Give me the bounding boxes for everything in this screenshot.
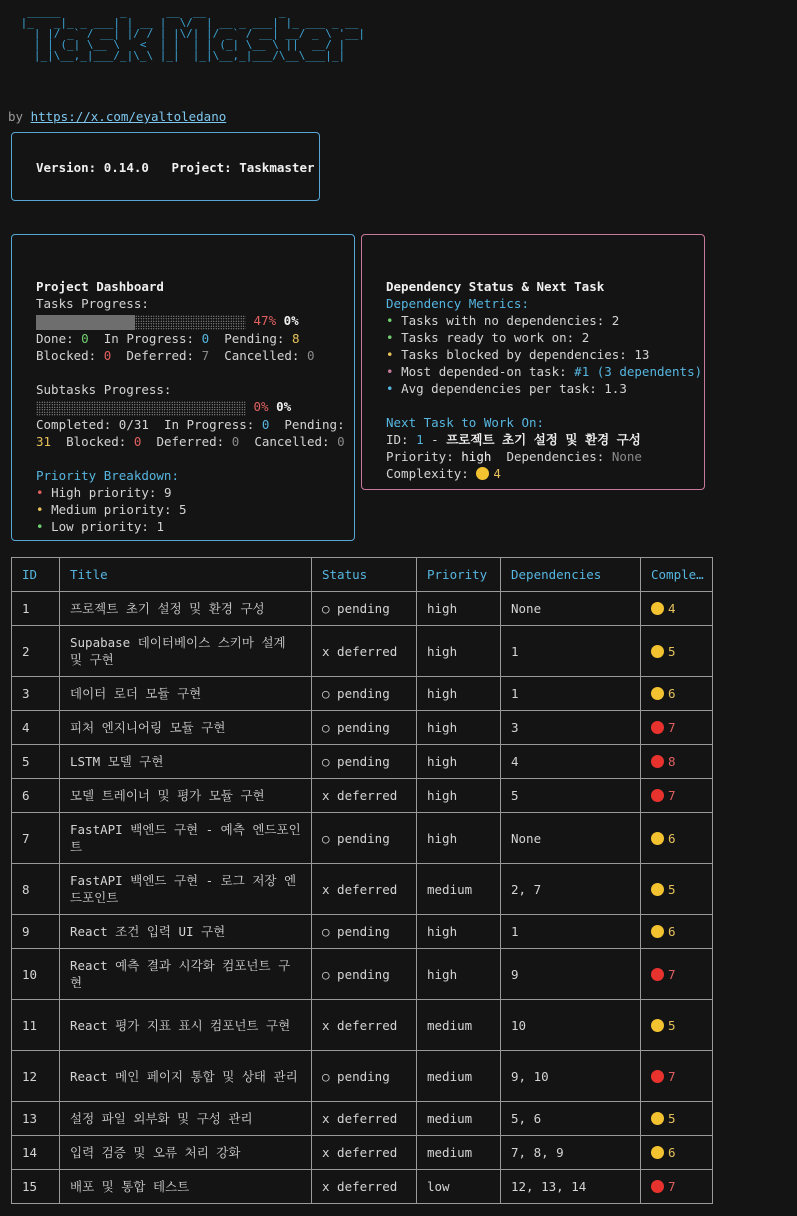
complexity-dot-icon <box>651 721 664 734</box>
cell-id: 8 <box>12 864 60 915</box>
cell-title: FastAPI 백엔드 구현 - 예측 엔드포인트 <box>60 813 312 864</box>
cell-id: 3 <box>12 677 60 711</box>
cell-priority: low <box>417 1170 501 1204</box>
next-task-title: 프로젝트 초기 설정 및 환경 구성 <box>446 432 641 447</box>
taskmaster-ascii-logo: _____ _ __ __ _ |_ _|_ _ ___| | __ | \/ | __ _ ___| |_ ___ _ __ | |/ _` / __| |/ / | |\/| |/ _` / __| __/ _ \ '__| | | (_| \__ \ < | | | | (_| \__ \ || __/ | |_|\__,_|___/_|\_\ |_| |_|\__,_|___/\__\___|_| <box>20 5 365 62</box>
cell-status: ○ pending <box>312 813 417 864</box>
header-id: ID <box>12 558 60 592</box>
complexity-value: 7 <box>668 966 676 982</box>
table-row[interactable] <box>12 1170 713 1204</box>
table-row[interactable] <box>12 779 713 813</box>
cell-dependencies: 4 <box>501 745 641 779</box>
table-row[interactable] <box>12 711 713 745</box>
cell-title: 배포 및 통합 테스트 <box>60 1170 312 1204</box>
complexity-value: 8 <box>668 754 676 769</box>
table-row[interactable] <box>12 949 713 1000</box>
cell-id: 15 <box>12 1170 60 1204</box>
complexity-value: 5 <box>668 881 676 897</box>
cell-complexity <box>641 677 713 711</box>
table-row[interactable] <box>12 677 713 711</box>
complexity-value: 7 <box>668 788 676 803</box>
table-row[interactable] <box>12 745 713 779</box>
cell-priority: high <box>417 745 501 779</box>
cell-priority: high <box>417 915 501 949</box>
cell-priority: high <box>417 592 501 626</box>
cell-title: LSTM 모델 구현 <box>60 745 312 779</box>
cell-id: 6 <box>12 779 60 813</box>
cell-complexity <box>641 745 713 779</box>
complexity-value: 5 <box>668 1017 676 1033</box>
cell-id: 11 <box>12 1000 60 1051</box>
cell-dependencies: None <box>501 592 641 626</box>
dependency-title: Dependency Status & Next Task <box>386 279 605 294</box>
complexity-dot-icon <box>651 789 664 802</box>
cell-priority: high <box>417 949 501 1000</box>
cell-title: React 평가 지표 표시 컴포넌트 구현 <box>60 1000 312 1051</box>
cell-id: 10 <box>12 949 60 1000</box>
cell-title: Supabase 데이터베이스 스키마 설계 및 구현 <box>60 626 312 677</box>
task-table <box>11 557 713 1204</box>
complexity-value: 7 <box>668 1068 676 1084</box>
cell-status: ○ pending <box>312 592 417 626</box>
table-header-row <box>12 558 713 592</box>
complexity-dot-icon <box>651 1180 664 1193</box>
table-row[interactable] <box>12 813 713 864</box>
complexity-value: 6 <box>668 686 676 701</box>
cell-id: 4 <box>12 711 60 745</box>
cell-priority: high <box>417 677 501 711</box>
complexity-value: 6 <box>668 1145 676 1160</box>
cell-complexity <box>641 592 713 626</box>
cell-complexity <box>641 779 713 813</box>
cell-status: x deferred <box>312 779 417 813</box>
cell-dependencies: 9, 10 <box>501 1051 641 1102</box>
cell-priority: medium <box>417 1051 501 1102</box>
cell-status: ○ pending <box>312 1051 417 1102</box>
cell-id: 12 <box>12 1051 60 1102</box>
header-priority: Priority <box>417 558 501 592</box>
version-value: 0.14.0 <box>103 160 149 175</box>
table-row[interactable] <box>12 1000 713 1051</box>
cell-priority: medium <box>417 1000 501 1051</box>
project-name: Taskmaster <box>239 160 315 175</box>
complexity-dot-icon <box>651 645 664 658</box>
cell-title: React 예측 결과 시각화 컴포넌트 구현 <box>60 949 312 1000</box>
table-row[interactable] <box>12 626 713 677</box>
cell-dependencies: 12, 13, 14 <box>501 1170 641 1204</box>
header-dependencies: Dependencies <box>501 558 641 592</box>
cell-complexity <box>641 1136 713 1170</box>
subtasks-progress-bar <box>36 401 246 416</box>
cell-dependencies: 2, 7 <box>501 864 641 915</box>
cell-complexity <box>641 626 713 677</box>
table-row[interactable] <box>12 1136 713 1170</box>
cell-complexity <box>641 1000 713 1051</box>
cell-title: FastAPI 백엔드 구현 - 로그 저장 엔드포인트 <box>60 864 312 915</box>
cell-status: ○ pending <box>312 711 417 745</box>
table-row[interactable] <box>12 592 713 626</box>
complexity-dot-icon <box>651 687 664 700</box>
cell-id: 2 <box>12 626 60 677</box>
cell-priority: medium <box>417 1136 501 1170</box>
project-dashboard-panel: Project Dashboard Tasks Progress: 47% 0% Done: 0 In Progress: 0 Pending: 8 Blocked: 0 Deferred: 7 Cancelled: 0 Subtasks Progress: 0% 0% Completed: 0/31 In Progress: 0 Pending: 31 Blocked: 0 Deferred: 0 Cancelled: 0 Priority Breakdown: • High priority: 9 • Medium priority: 5 • Low priority: 1 <box>11 234 355 541</box>
cell-complexity <box>641 1102 713 1136</box>
cell-id: 5 <box>12 745 60 779</box>
author-link[interactable]: https://x.com/eyaltoledano <box>30 109 227 124</box>
tasks-progress-bar <box>36 315 246 330</box>
complexity-dot-icon <box>651 755 664 768</box>
complexity-dot-icon <box>651 832 664 845</box>
cell-complexity <box>641 915 713 949</box>
cell-status: x deferred <box>312 1170 417 1204</box>
cell-id: 1 <box>12 592 60 626</box>
cell-complexity <box>641 1051 713 1102</box>
byline: by https://x.com/eyaltoledano <box>8 109 227 124</box>
complexity-dot-icon <box>651 602 664 615</box>
complexity-dot-icon <box>651 883 664 896</box>
cell-id: 14 <box>12 1136 60 1170</box>
cell-status: x deferred <box>312 1102 417 1136</box>
table-row[interactable] <box>12 915 713 949</box>
header-status: Status <box>312 558 417 592</box>
cell-title: 피처 엔지니어링 모듈 구현 <box>60 711 312 745</box>
tasks-progress-percent: 47% <box>253 313 277 328</box>
cell-complexity <box>641 813 713 864</box>
cell-title: 프로젝트 초기 설정 및 환경 구성 <box>60 592 312 626</box>
complexity-value: 7 <box>668 1179 676 1194</box>
cell-complexity <box>641 949 713 1000</box>
priority-breakdown-title: Priority Breakdown: <box>36 468 179 483</box>
complexity-dot-icon <box>476 467 489 480</box>
cell-title: 데이터 로더 모듈 구현 <box>60 677 312 711</box>
complexity-value: 6 <box>668 830 676 846</box>
cell-id: 9 <box>12 915 60 949</box>
cell-dependencies: 1 <box>501 626 641 677</box>
cell-priority: high <box>417 813 501 864</box>
cell-priority: medium <box>417 1102 501 1136</box>
complexity-value: 5 <box>668 643 676 659</box>
cell-complexity <box>641 711 713 745</box>
cell-dependencies: 5 <box>501 779 641 813</box>
complexity-value: 4 <box>668 601 676 616</box>
cell-status: ○ pending <box>312 745 417 779</box>
table-row[interactable] <box>12 1051 713 1102</box>
cell-title: React 메인 페이지 통합 및 상태 관리 <box>60 1051 312 1102</box>
cell-dependencies: 5, 6 <box>501 1102 641 1136</box>
cell-dependencies: 1 <box>501 677 641 711</box>
cell-priority: high <box>417 626 501 677</box>
cell-title: 설정 파일 외부화 및 구성 관리 <box>60 1102 312 1136</box>
header-title: Title <box>60 558 312 592</box>
cell-dependencies: 7, 8, 9 <box>501 1136 641 1170</box>
subtasks-progress-percent: 0% <box>253 399 269 414</box>
dependency-status-panel: Dependency Status & Next Task Dependency Metrics: • Tasks with no dependencies: 2 • Tasks ready to work on: 2 • Tasks blocked by dependencies: 13 • Most depended-on task: #1 (3 dependents) • Avg dependencies per task: 1.3 Next Task to Work On: ID: 1 - 프로젝트 초기 설정 및 환경 구성 Priority: high Dependencies: None Complexity: 4 <box>361 234 705 490</box>
complexity-value: 5 <box>668 1111 676 1126</box>
cell-priority: high <box>417 711 501 745</box>
cell-priority: medium <box>417 864 501 915</box>
cell-dependencies: None <box>501 813 641 864</box>
complexity-value: 6 <box>668 924 676 939</box>
header-complexity: Comple… <box>641 558 713 592</box>
complexity-dot-icon <box>651 925 664 938</box>
complexity-value: 7 <box>668 720 676 735</box>
table-row[interactable] <box>12 864 713 915</box>
cell-dependencies: 3 <box>501 711 641 745</box>
cell-id: 7 <box>12 813 60 864</box>
cell-dependencies: 10 <box>501 1000 641 1051</box>
cell-status: x deferred <box>312 1136 417 1170</box>
complexity-dot-icon <box>651 1019 664 1032</box>
cell-title: React 조건 입력 UI 구현 <box>60 915 312 949</box>
cell-status: x deferred <box>312 1000 417 1051</box>
cell-complexity <box>641 864 713 915</box>
cell-title: 모델 트레이너 및 평가 모듈 구현 <box>60 779 312 813</box>
cell-dependencies: 1 <box>501 915 641 949</box>
cell-priority: high <box>417 779 501 813</box>
cell-status: ○ pending <box>312 949 417 1000</box>
version-box <box>11 132 320 201</box>
cell-complexity <box>641 1170 713 1204</box>
cell-status: ○ pending <box>312 677 417 711</box>
cell-status: x deferred <box>312 626 417 677</box>
cell-status: ○ pending <box>312 915 417 949</box>
complexity-dot-icon <box>651 1146 664 1159</box>
cell-dependencies: 9 <box>501 949 641 1000</box>
complexity-dot-icon <box>651 1112 664 1125</box>
dashboard-title: Project Dashboard <box>36 279 164 294</box>
cell-title: 입력 검증 및 오류 처리 강화 <box>60 1136 312 1170</box>
cell-status: x deferred <box>312 864 417 915</box>
complexity-dot-icon <box>651 968 664 981</box>
version-line: Version: 0.14.0 Project: Taskmaster <box>36 160 315 175</box>
complexity-dot-icon <box>651 1070 664 1083</box>
table-row[interactable] <box>12 1102 713 1136</box>
cell-id: 13 <box>12 1102 60 1136</box>
